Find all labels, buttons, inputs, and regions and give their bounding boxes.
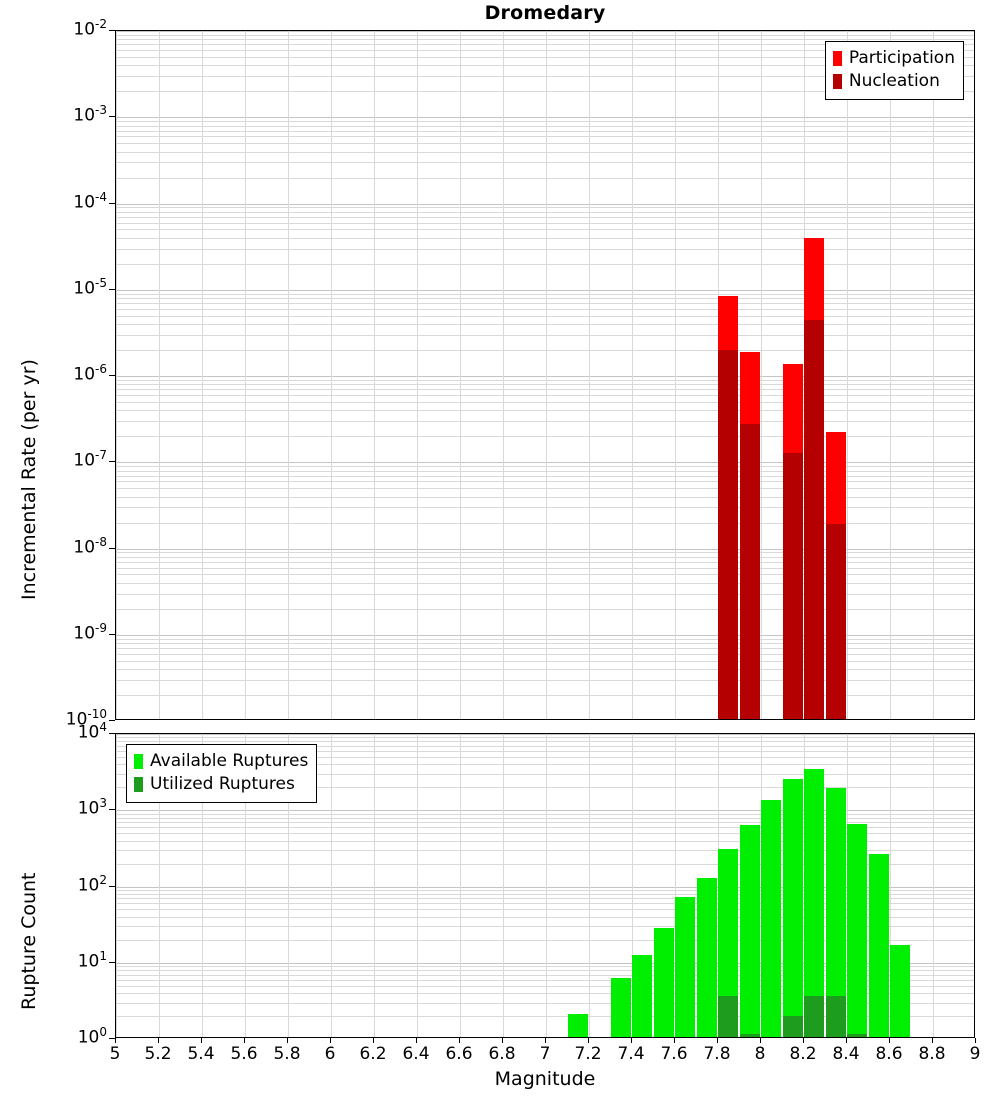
bar-nucleation — [783, 453, 803, 719]
x-tick-mark — [244, 1038, 245, 1043]
legend-rupture-count — [126, 744, 317, 803]
legend-label-nucleation: Nucleation — [848, 71, 940, 91]
y-tick-label: $10^{-6}$ — [73, 362, 107, 385]
y-axis-label-top: Incremental Rate (per yr) — [18, 359, 40, 600]
x-tick-label: 7.8 — [703, 1044, 731, 1064]
x-tick-label: 7.6 — [660, 1044, 688, 1064]
x-tick-mark — [631, 1038, 632, 1043]
legend-incremental-rate — [825, 41, 964, 100]
bar-available-ruptures — [761, 800, 781, 1037]
bars-top — [116, 31, 974, 719]
x-tick-label: 5.8 — [273, 1044, 301, 1064]
bar-utilized-ruptures — [826, 996, 846, 1037]
legend-item-available-ruptures — [134, 750, 308, 773]
x-tick-mark — [158, 1038, 159, 1043]
x-tick-mark — [889, 1038, 890, 1043]
y-tick-label: $10^2$ — [77, 872, 107, 896]
bar-utilized-ruptures — [804, 996, 824, 1037]
y-tick-mark — [109, 962, 115, 963]
x-tick-label: 6.4 — [402, 1044, 430, 1064]
x-tick-label: 5.4 — [187, 1044, 215, 1064]
bar-available-ruptures — [783, 779, 803, 1037]
x-tick-label: 7.4 — [617, 1044, 645, 1064]
y-axis-label-bottom: Rupture Count — [18, 872, 40, 1010]
x-tick-label: 8 — [754, 1044, 766, 1064]
x-tick-label: 9 — [969, 1044, 981, 1064]
x-tick-label: 7.2 — [574, 1044, 602, 1064]
legend-item-nucleation — [833, 70, 955, 93]
y-tick-mark — [109, 548, 115, 549]
legend-label-utilized-ruptures: Utilized Ruptures — [150, 774, 295, 794]
x-tick-mark — [287, 1038, 288, 1043]
y-tick-mark — [109, 375, 115, 376]
y-tick-mark — [109, 733, 115, 734]
x-tick-label: 5.2 — [144, 1044, 172, 1064]
x-tick-label: 6.2 — [359, 1044, 387, 1064]
x-tick-mark — [502, 1038, 503, 1043]
y-tick-label: $10^1$ — [77, 948, 107, 972]
y-tick-mark — [109, 809, 115, 810]
y-tick-mark — [109, 461, 115, 462]
y-tick-label: $10^3$ — [77, 796, 107, 819]
x-tick-mark — [760, 1038, 761, 1043]
bar-utilized-ruptures — [740, 1034, 760, 1037]
bar-available-ruptures — [611, 978, 631, 1037]
x-tick-label: 6.8 — [488, 1044, 516, 1064]
x-tick-mark — [115, 1038, 116, 1043]
y-tick-mark — [109, 720, 115, 721]
y-tick-label: $10^{-10}$ — [65, 707, 107, 730]
y-tick-mark — [109, 30, 115, 31]
y-tick-label: $10^{-5}$ — [73, 275, 107, 299]
participation-swatch-icon — [833, 51, 842, 66]
x-tick-mark — [416, 1038, 417, 1043]
x-tick-mark — [201, 1038, 202, 1043]
y-tick-label: $10^{-4}$ — [73, 189, 107, 213]
bar-available-ruptures — [740, 825, 760, 1037]
x-tick-label: 8.2 — [789, 1044, 817, 1064]
legend-label-participation: Participation — [848, 48, 955, 68]
bar-available-ruptures — [675, 897, 695, 1037]
x-tick-mark — [545, 1038, 546, 1043]
x-tick-mark — [846, 1038, 847, 1043]
x-tick-mark — [674, 1038, 675, 1043]
x-tick-mark — [975, 1038, 976, 1043]
rupture-count-plot — [115, 733, 975, 1038]
y-tick-mark — [109, 634, 115, 635]
x-axis-label: Magnitude — [494, 1068, 596, 1090]
bar-nucleation — [804, 320, 824, 719]
y-tick-mark — [109, 886, 115, 887]
x-tick-label: 8.8 — [918, 1044, 946, 1064]
bar-utilized-ruptures — [783, 1016, 803, 1037]
nucleation-swatch-icon — [833, 74, 842, 89]
x-tick-mark — [330, 1038, 331, 1043]
y-tick-label: $10^{-7}$ — [73, 448, 107, 471]
bar-available-ruptures — [568, 1014, 588, 1037]
bar-nucleation — [740, 424, 760, 719]
legend-item-utilized-ruptures — [134, 773, 308, 796]
y-tick-label: $10^4$ — [77, 720, 107, 743]
x-tick-label: 7 — [539, 1044, 551, 1064]
bar-available-ruptures — [890, 945, 910, 1037]
x-tick-label: 5.6 — [230, 1044, 258, 1064]
x-tick-mark — [803, 1038, 804, 1043]
x-tick-mark — [373, 1038, 374, 1043]
y-tick-label: $10^{-3}$ — [73, 103, 107, 126]
x-tick-mark — [588, 1038, 589, 1043]
bar-available-ruptures — [847, 824, 867, 1037]
bar-utilized-ruptures — [718, 996, 738, 1037]
x-tick-label: 5 — [109, 1044, 121, 1064]
x-tick-label: 6 — [324, 1044, 336, 1064]
x-tick-label: 6.6 — [445, 1044, 473, 1064]
y-tick-mark — [109, 289, 115, 290]
page-title: Dromedary — [484, 2, 606, 24]
bar-nucleation — [718, 350, 738, 719]
available-ruptures-swatch-icon — [134, 754, 143, 769]
legend-label-available-ruptures: Available Ruptures — [150, 751, 309, 771]
bar-available-ruptures — [697, 878, 717, 1037]
y-tick-mark — [109, 116, 115, 117]
y-tick-mark — [109, 203, 115, 204]
bar-available-ruptures — [632, 955, 652, 1037]
bar-nucleation — [826, 524, 846, 719]
x-tick-mark — [459, 1038, 460, 1043]
bar-available-ruptures — [869, 854, 889, 1037]
bar-utilized-ruptures — [847, 1034, 867, 1037]
x-tick-mark — [932, 1038, 933, 1043]
bar-available-ruptures — [654, 928, 674, 1037]
legend-item-participation — [833, 47, 955, 70]
x-tick-mark — [717, 1038, 718, 1043]
incremental-rate-plot — [115, 30, 975, 720]
y-tick-label: $10^0$ — [77, 1025, 107, 1048]
x-tick-label: 8.6 — [875, 1044, 903, 1064]
x-tick-label: 8.4 — [832, 1044, 860, 1064]
y-tick-label: $10^{-9}$ — [73, 620, 107, 644]
y-tick-label: $10^{-2}$ — [73, 17, 107, 40]
utilized-ruptures-swatch-icon — [134, 777, 143, 792]
y-tick-label: $10^{-8}$ — [73, 534, 107, 558]
